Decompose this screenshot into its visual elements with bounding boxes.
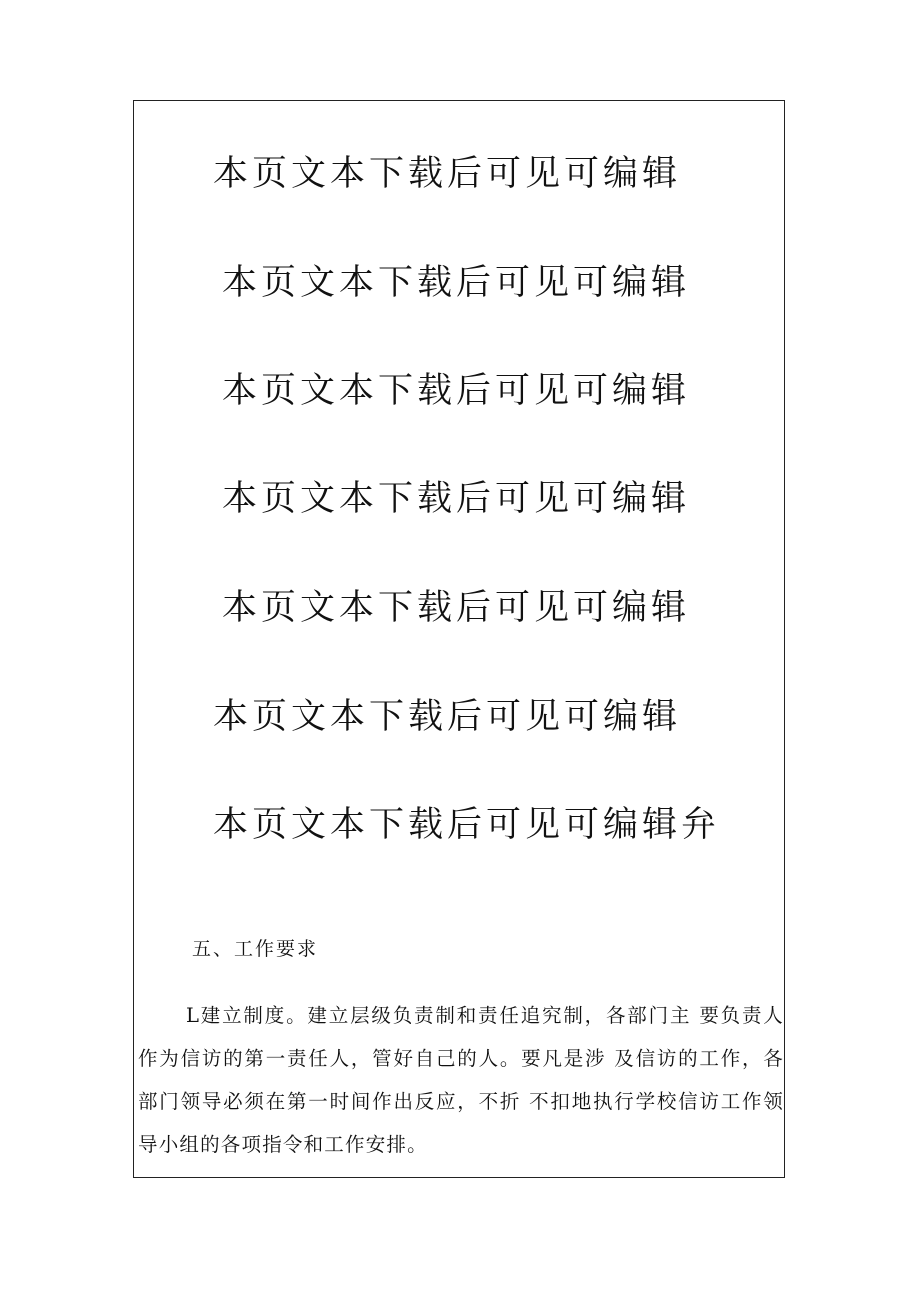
watermark-line-2: 本页文本下载后可见可编辑 [222,263,691,303]
watermark-line-3: 本页文本下载后可见可编辑 [222,371,691,411]
watermark-line-4: 本页文本下载后可见可编辑 [222,479,691,519]
watermark-line-5: 本页文本下载后可见可编辑 [222,588,691,628]
watermark-line-1: 本页文本下载后可见可编辑 [213,154,682,194]
section-heading: 五、工作要求 [192,938,319,960]
section-paragraph: L建立制度。建立层级负责制和责任追究制，各部门主 要负责人作为信访的第一责任人，管好自己的人。要凡是涉 及信访的工作，各部门领导必须在第一时间作出反应，不折 不扣地执行学校信访工作领导小组的各项指令和工作安排。 [138,1004,784,1156]
watermark-line-6: 本页文本下载后可见可编辑 [213,697,682,737]
watermark-line-7: 本页文本下载后可见可编辑弁 [213,805,721,845]
